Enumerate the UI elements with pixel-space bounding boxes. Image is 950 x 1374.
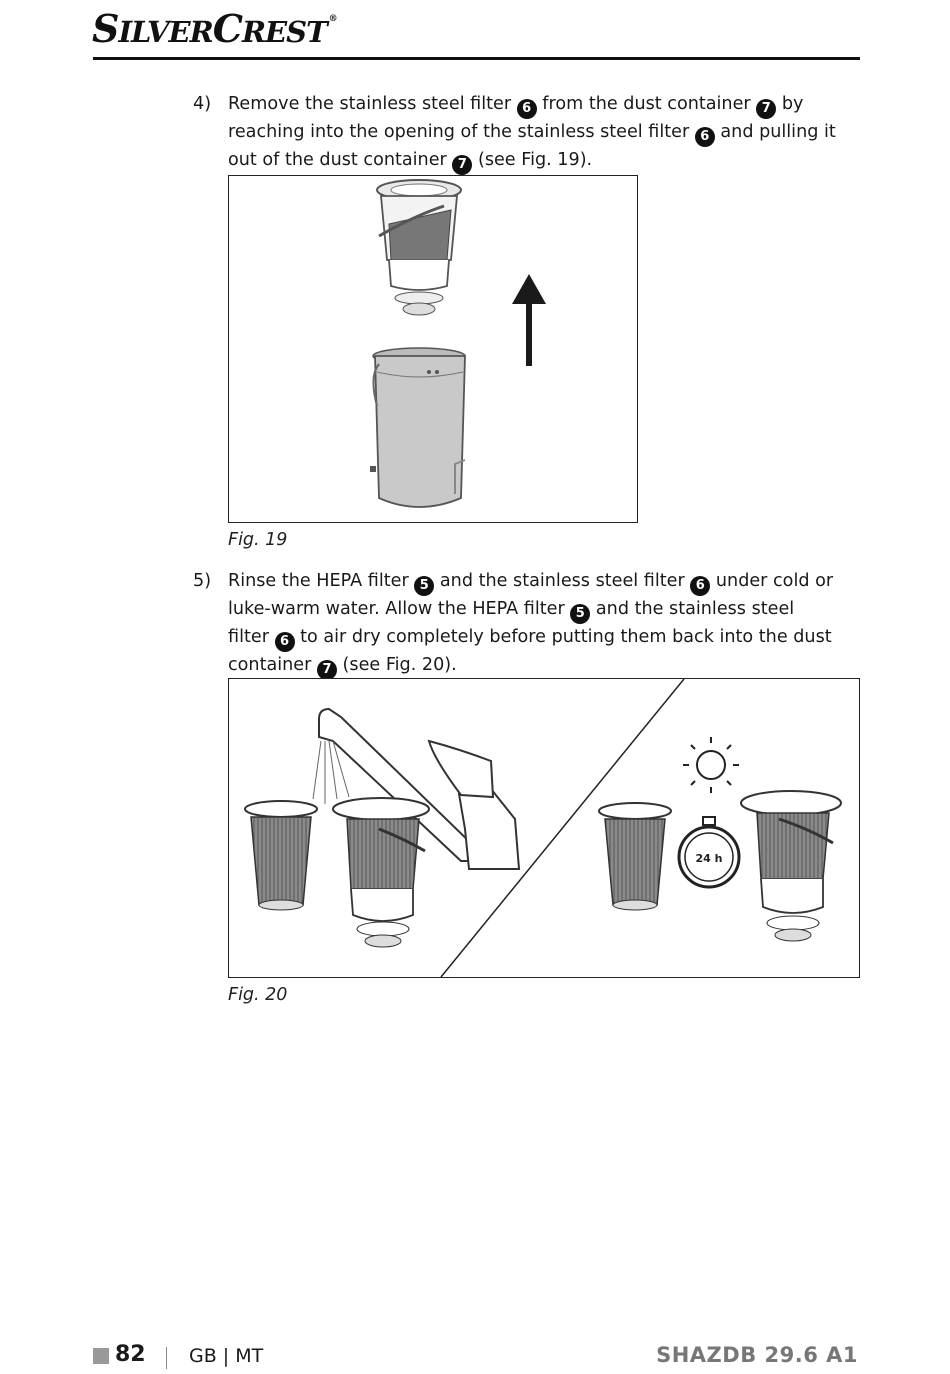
sun-icon xyxy=(683,737,739,793)
figure-20 xyxy=(228,678,860,978)
step-4 xyxy=(193,91,838,175)
footer-languages: GB | MT xyxy=(189,1345,264,1367)
figure-caption: Fig. 19 xyxy=(228,530,288,550)
brand-logo: SILVERCREST ® xyxy=(92,6,337,51)
part-number-badge: 5 xyxy=(414,576,434,596)
part-number-badge: 5 xyxy=(570,604,590,624)
hepa-filter-drawing xyxy=(599,803,671,910)
model-number: SHAZDB 29.6 A1 xyxy=(656,1343,858,1367)
figure-19 xyxy=(228,175,638,523)
stainless-steel-filter-drawing xyxy=(333,798,429,947)
step-text: Rinse the HEPA filter 5 and the stainless steel filter 6 under cold or luke-warm water. Allow the HEPA filter 5 and the stainless steel filter 6 to air dry completely before putting them back into the dust container 7 (see Fig. 20). xyxy=(228,568,838,680)
stainless-steel-filter-drawing xyxy=(377,180,461,315)
up-arrow-icon xyxy=(512,274,546,366)
step-number: 5) xyxy=(193,571,212,591)
stainless-steel-filter-drawing xyxy=(741,791,841,941)
dust-container-drawing xyxy=(370,348,465,507)
part-number-badge: 6 xyxy=(695,127,715,147)
part-number-badge: 6 xyxy=(690,576,710,596)
step-5 xyxy=(193,568,838,680)
hepa-filter-drawing xyxy=(245,801,317,910)
stopwatch-icon xyxy=(679,817,739,887)
header-rule xyxy=(93,57,860,60)
part-number-badge: 7 xyxy=(756,99,776,119)
footer-divider xyxy=(166,1347,167,1369)
page-marker-square xyxy=(93,1348,109,1364)
part-number-badge: 7 xyxy=(452,155,472,175)
step-number: 4) xyxy=(193,94,212,114)
page-number: 82 xyxy=(115,1342,146,1367)
filter-removal-illustration xyxy=(229,176,637,522)
part-number-badge: 7 xyxy=(317,660,337,680)
figure-caption: Fig. 20 xyxy=(228,985,288,1005)
part-number-badge: 6 xyxy=(275,632,295,652)
rinse-and-dry-illustration xyxy=(229,679,859,977)
step-text: Remove the stainless steel filter 6 from the dust container 7 by reaching into the opening of the stainless steel filter 6 and pulling it out of the dust container 7 (see Fig. 19). xyxy=(228,91,838,175)
part-number-badge: 6 xyxy=(517,99,537,119)
timer-label: 24 h xyxy=(695,852,723,865)
